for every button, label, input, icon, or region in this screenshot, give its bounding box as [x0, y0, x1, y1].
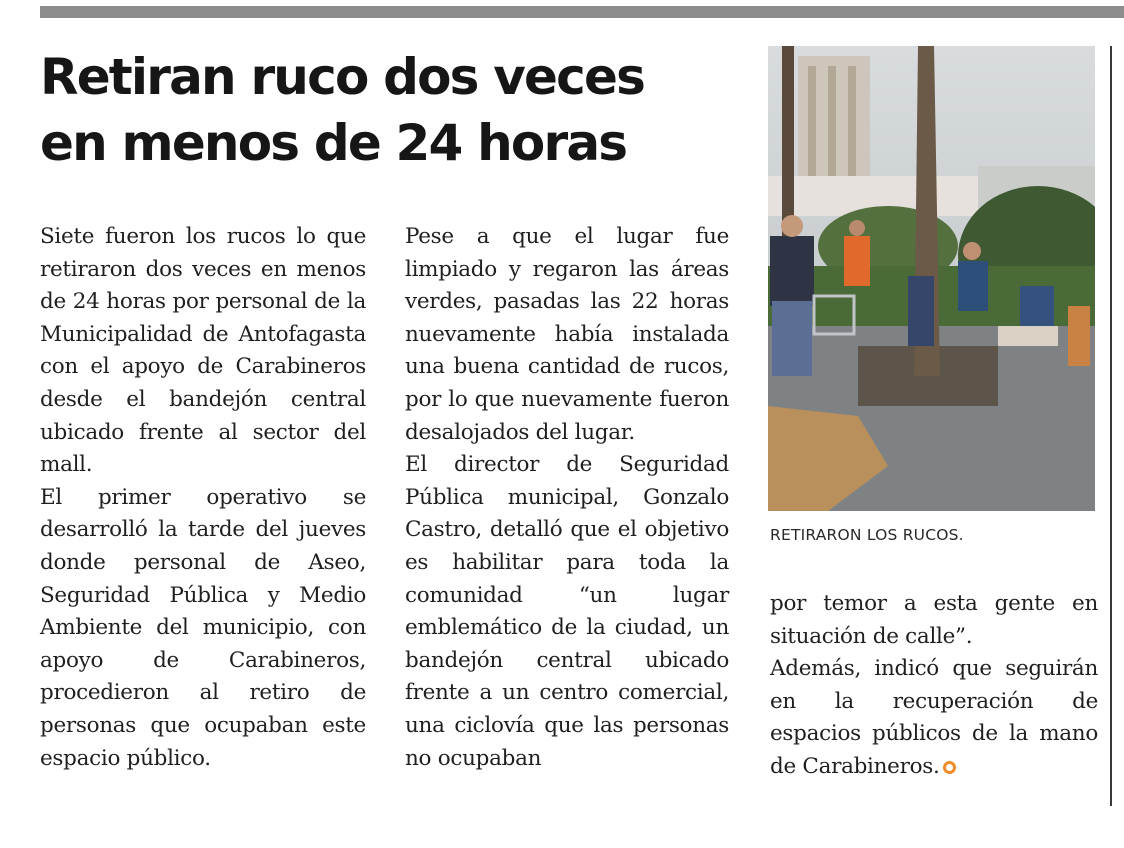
photo-illustration — [768, 46, 1095, 511]
col1-paragraph-2: El primer operativo se desarrolló la tarde del jueves donde personal de Aseo, Seguridad Pública y Medio Ambiente del municipio, con apoyo de Carabineros, procedieron al retiro de personas que ocupaban este espacio público. — [40, 484, 366, 771]
right-column-rule — [1110, 46, 1112, 806]
headline-line-1: Retiran ruco dos veces — [40, 48, 645, 106]
body-column-1 — [40, 221, 366, 775]
col2-paragraph-2: El director de Seguridad Pública municipal, Gonzalo Castro, detalló que el objetivo es habilitar para toda la comunidad “un lugar emblemático de la ciudad, un bandejón central ubicado frente a un centro comercial, una ciclovía que las personas no ocupaban — [405, 452, 729, 771]
top-rule-bar — [40, 6, 1124, 18]
news-photo — [768, 46, 1095, 511]
photo-caption: RETIRARON LOS RUCOS. — [770, 526, 964, 544]
body-column-3 — [770, 588, 1098, 784]
col3-paragraph-2 — [770, 653, 1098, 783]
headline-line-2: en menos de 24 horas — [40, 114, 627, 172]
col2-paragraph-1: Pese a que el lugar fue limpiado y regaron las áreas verdes, pasadas las 22 horas nuevamente había instalada una buena cantidad de rucos, por lo que nuevamente fueron desalojados del lugar. — [405, 224, 729, 445]
orange-circle-icon — [943, 761, 956, 774]
col1-paragraph-1: Siete fueron los rucos lo que retiraron dos veces en menos de 24 horas por personal de la Municipalidad de Antofagasta con el apoyo de Carabineros desde el bandejón central ubicado frente al sector del mall. — [40, 224, 366, 478]
body-column-2 — [405, 221, 729, 775]
headline — [40, 44, 740, 176]
col3-paragraph-1: por temor a esta gente en situación de calle”. — [770, 591, 1098, 649]
col3-paragraph-2-text: Además, indicó que seguirán en la recuperación de espacios públicos de la mano de Carabineros. — [770, 656, 1098, 779]
